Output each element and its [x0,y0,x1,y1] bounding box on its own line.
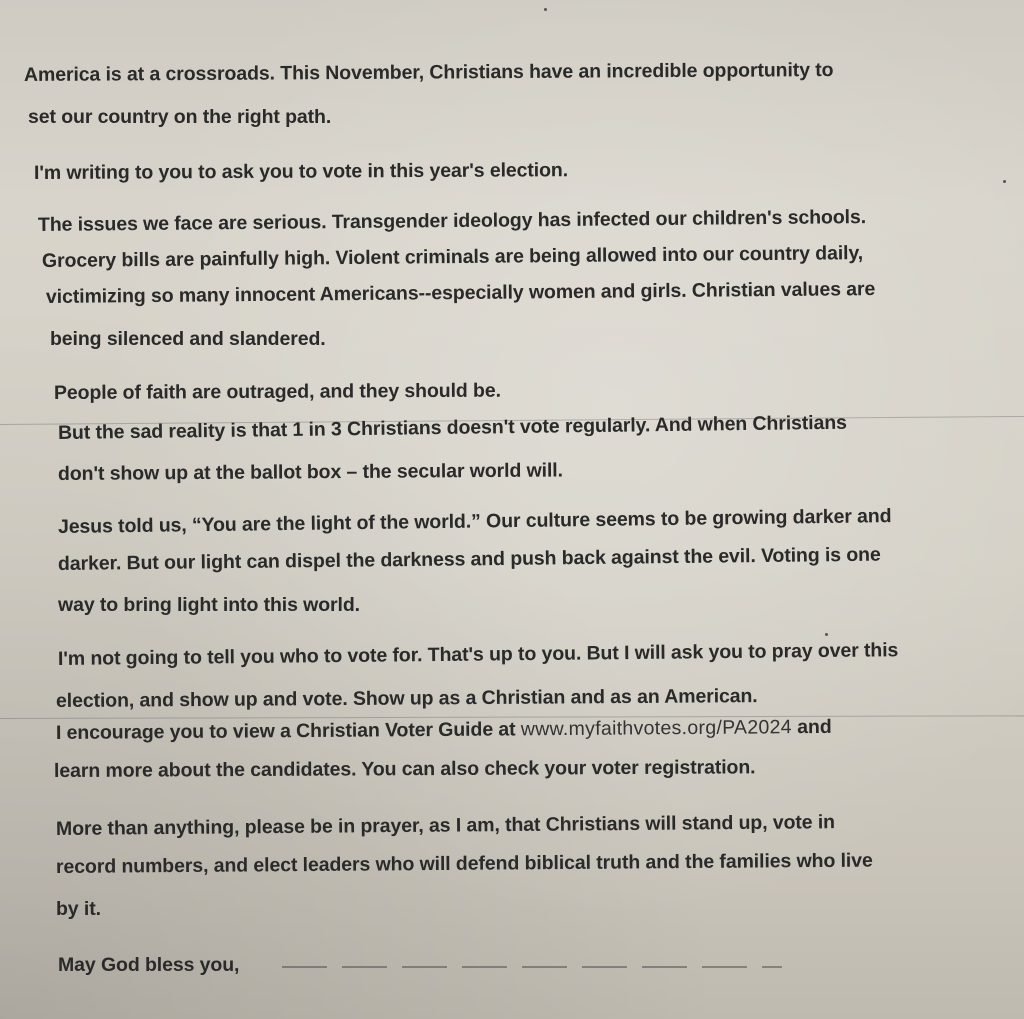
closing-salutation: May God bless you, [58,954,240,976]
paragraph-9-line-3: by it. [56,898,101,920]
paragraph-8-line-1 [56,716,832,745]
paragraph-7-line-1: I'm not going to tell you who to vote for. That's up to you. But I will ask you to pray over this [57,639,899,670]
paragraph-1-line-1: America is at a crossroads. This November, Christians have an incredible opportunity to [23,59,834,86]
paragraph-6-line-1: Jesus told us, “You are the light of the world.” Our culture seems to be growing darker and [57,505,892,538]
paper-speck [825,633,828,636]
paragraph-3-line-3: victimizing so many innocent Americans--especially women and girls. Christian values are [45,278,876,308]
paragraph-3-line-4: being silenced and slandered. [50,328,326,350]
paragraph-8-line-2: learn more about the candidates. You can also check your voter registration. [53,756,756,782]
paragraph-8-link-tail: and [791,715,832,739]
paragraph-1-line-2: set our country on the right path. [28,106,332,128]
signature-line [282,966,782,968]
paragraph-5-line-2: don't show up at the ballot box – the secular world will. [57,459,563,485]
paragraph-3-line-2: Grocery bills are painfully high. Violent criminals are being allowed into our country daily, [41,242,864,272]
paragraph-2: I'm writing to you to ask you to vote in this year's election. [33,159,569,184]
paper-speck [1003,180,1006,183]
paragraph-5-line-1: But the sad reality is that 1 in 3 Christians doesn't vote regularly. And when Christians [57,411,847,444]
paragraph-6-line-3: way to bring light into this world. [58,594,360,616]
paper-speck [544,8,547,11]
paragraph-8-intro: I encourage you to view a Christian Voter Guide at [55,718,521,744]
voter-guide-link[interactable]: www.myfaithvotes.org/PA2024 [520,716,792,741]
paragraph-6-line-2: darker. But our light can dispel the darkness and push back against the evil. Voting is one [57,543,881,575]
paragraph-3-line-1: The issues we face are serious. Transgender ideology has infected our children's schools. [37,206,867,236]
paragraph-9-line-1: More than anything, please be in prayer, as I am, that Christians will stand up, vote in [55,811,836,840]
paragraph-9-line-2: record numbers, and elect leaders who will defend biblical truth and the families who live [55,849,873,878]
paragraph-4: People of faith are outraged, and they should be. [53,379,501,404]
paragraph-7-line-2: election, and show up and vote. Show up as a Christian and as an American. [55,685,758,712]
